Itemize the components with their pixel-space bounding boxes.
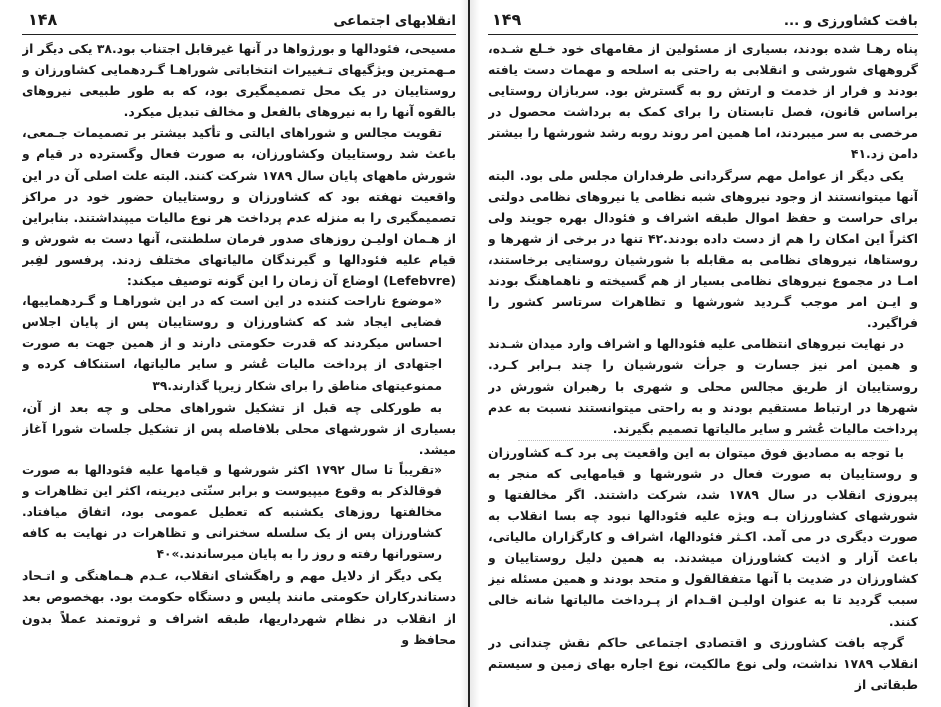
right-page-header <box>488 10 918 35</box>
left-page-body <box>22 38 456 650</box>
right-page <box>488 0 918 707</box>
section-divider <box>518 440 888 441</box>
paragraph: به طورکلی چه قبل از تشکیل شوراهای محلی و چه بعد از آن، بسیاری از شورشهای محلی بلافاصله پس از تشکیل جلسات شورا آغاز میشد. <box>22 399 456 457</box>
paragraph: یکی دیگر از عوامل مهم سرگردانی طرفداران مجلس ملی بود. البته آنها میتوانستند از وجود نیروهای شبه نظامی یا نیروهای نظامی دولتی برای حراست و حفظ اموال طبقه اشراف و فئودال بهره جویند ولی اکثراً این امکان را هم از دست داده بودند.۴۲ تنها در برخی از شهرها و روستاها، نیروهای نظامی به مقابله با شورشیان روستایی برخاستند، امـا در مجموع نیروهای نظامی بسیار از هم گسیخته و ناهماهنگ بودند و ایـن امر موجب گـردید شورشها و تظاهرات سرتاسر کشور را فراگیرد. <box>488 167 918 331</box>
running-title: انقلابهای اجتماعی <box>333 13 456 29</box>
block-quote: «موضوع ناراحت کننده در این است که در این شوراهـا و گـردهماییها، فضایی ایجاد شد که کشاورزان و روستاییان پس از پایان اجلاس احساس میکردند که قدرت حکومتی دارند و از همین جهت به صورت اجتهادی از پرداخت مالیات عُشر و سایر مالیاتها، استنکاف کرده و ممنوعیتهای مناطق را برای شکار زیرپا گذارند.۳۹ <box>22 294 442 393</box>
running-title: بافت کشاورزی و ... <box>783 13 918 29</box>
paragraph: با توجه به مصادیق فوق میتوان به این واقعیت پی برد کـه کشاورزان و روستاییان به صورت فعال در شورشها و قیامهایی که منجر به پیروزی انقلاب در سال ۱۷۸۹ شد، شرکت داشتند. اگر مخالفتها و شورشهای کشاورزان بـه ویژه علیه فئودالها نبود چه بسا انقلاب به صورت دیگری در می آمد. اکـثر فئودالها، اشراف و کارگزاران مالیاتی، باعث آزار و اذیت کشاورزان میشدند. به همین دلیل روستاییان و کشاورزان در ضدیت با آنها متفقالقول و متحد بودند و همین مسئله نیز سبب گردید تا به عنوان اولیـن اقـدام از پـرداخت مالیاتها شانه خالی کنند. <box>488 444 918 629</box>
page-number: ۱۴۹ <box>492 10 522 29</box>
paragraph: مسیحی، فئودالها و بورژواها در آنها غیرقابل اجتناب بود.۳۸ یکی دیگر از مـهمترین ویژگیهای تـغییرات انتخاباتی شوراهـا گـردهمایی کشاورزان و روستاییان در یک محل تصمیمگیری بود، که به طور طبیعی نیروهای بالقوه آنها را به نیروهای بالفعل و مخالف تبدیل میکرد. <box>22 41 456 120</box>
gutter-line <box>468 0 470 707</box>
left-page-header <box>22 10 456 35</box>
left-page <box>22 0 456 707</box>
block-quote: «تقریباً تا سال ۱۷۹۲ اکثر شورشها و قیامها علیه فئودالها به صورت فوقالذکر به وقوع میپیوست و برابر سنّتی دیرینه، اکثر این تظاهرات و مخالفتها روزهای یکشنبه که تعطیل عمومی بود، اتفاق میافتاد. کشاورزان پس از یک سلسله سخنرانی و تظاهرات در نهایت به کافه رستورانها رفته و روز را به پایان میرساندند.»۴۰ <box>22 462 442 562</box>
gutter-shadow <box>460 0 480 707</box>
paragraph: پناه رهـا شده بودند، بسیاری از مسئولین از مقامهای خود خـلع شـده، گروههای شورشی و انقلابی به راحتی به اسلحه و مهمات دست یافته بودند و فرار از خدمت و ارتش رو به گسترش بود. سربازان روستایی براساس قانون، فصل تابستان را برای کمک به برداشت محصول در مرخصی به سر میبردند، اما همین امر روند روبه رشد شورشها را بیشتر دامن زد.۴۱ <box>488 41 918 162</box>
paragraph: یکی دیگر از دلایل مهم و راهگشای انقلاب، عـدم هـماهنگی و اتـحاد دستاندرکاران حکومتی مانند پلیس و دستگاه حکومت بود. بهخصوص بعد از انقلاب در نظام شهرداریها، طبقه اشراف و ثروتمند عملاً بدون محافظ و <box>22 568 456 647</box>
paragraph: تقویت مجالس و شوراهای ایالتی و تأکید بیشتر بر تصمیمات جـمعی، باعث شد روستاییان وکشاورزان، به صورت فعال وگسترده در قیام و شورش ماههای پایان سال ۱۷۸۹ شرکت کنند. البته علت اصلی آن در این واقعیت نهفته بود که کشاورزان و روستاییان حضور خود در مراکز تصمیمگیری را به منزله عدم پرداخت هر نوع مالیات میپنداشتند. بنابراین از هـمان اولیـن روزهای صدور فرمان سلطنتی، آنها دست به شورش و قیام علیه فئودالها و گیرندگان مالیاتهای مختلف زدند. پرفسور لفِبر (Lefebvre) اوضاع آن زمان را این گونه توصیف میکند: <box>22 125 456 289</box>
right-page-body <box>488 38 918 695</box>
page-number: ۱۴۸ <box>28 10 58 29</box>
paragraph: در نهایت نیروهای انتظامی علیه فئودالها و اشراف وارد میدان شـدند و همین امر نیز جسارت و جرأت شورشیان را چند بـرابر کـرد. روستاییان از طریق مجالس محلی و شهری با رهبران شورش در شهرها در ارتباط مستقیم بودند و به راحتی میتوانستند نسبت به عدم پرداخت مالیات عُشر و سایر مالیاتها تصمیم بگیرند. <box>488 336 918 436</box>
paragraph: گرچه بافت کشاورزی و اقتصادی اجتماعی حاکم نقش چندانی در انقلاب ۱۷۸۹ نداشت، ولی نوع مالکیت، نوع اجاره بهای زمین و سیستم طبقاتی از <box>488 634 918 692</box>
